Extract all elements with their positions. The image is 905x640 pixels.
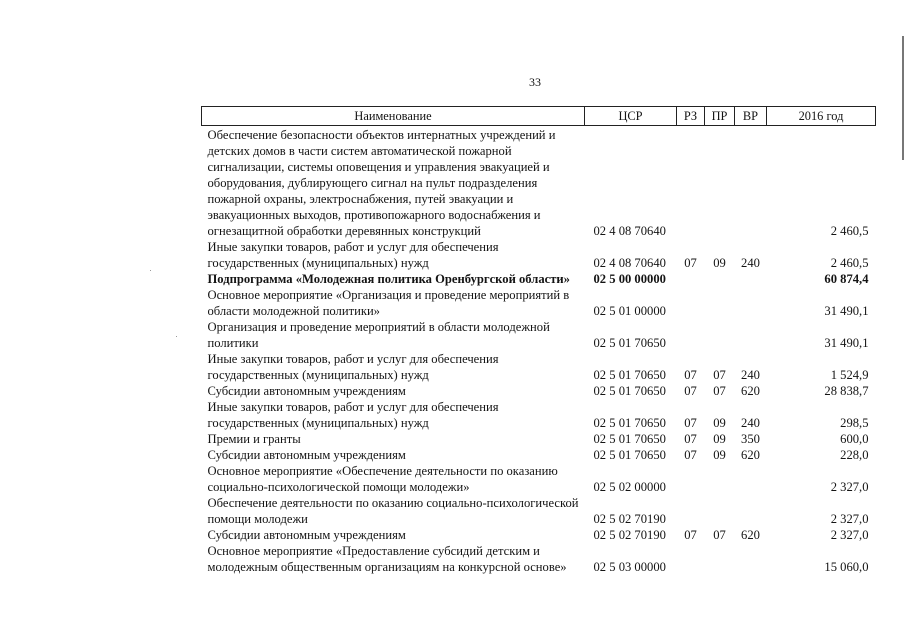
- row-name: Иные закупки товаров, работ и услуг для обеспечения государственных (муниципальных) нужд: [207, 240, 499, 270]
- row-vr: [735, 287, 767, 319]
- row-csr: 02 5 02 70190: [593, 528, 666, 542]
- row-name: Иные закупки товаров, работ и услуг для обеспечения государственных (муниципальных) нужд: [207, 352, 499, 382]
- row-pr: [705, 126, 735, 240]
- row-vr: 240: [741, 256, 760, 270]
- row-csr: 02 5 02 00000: [593, 480, 666, 494]
- row-vr: [735, 271, 767, 287]
- row-rz: 07: [684, 448, 697, 462]
- row-pr: 09: [713, 256, 726, 270]
- row-name: Основное мероприятие «Предоставление субсидий детским и молодежным общественным организациям на конкурсной основе»: [207, 544, 567, 574]
- row-name: Обеспечение деятельности по оказанию социально-психологической помощи молодежи: [207, 496, 579, 526]
- page-number: 33: [529, 75, 541, 89]
- table-body: [202, 126, 876, 576]
- row-amount: 28 838,7: [824, 384, 869, 398]
- scan-dot-artifact: [176, 336, 177, 337]
- table-row: [202, 383, 876, 399]
- row-csr: 02 4 08 70640: [593, 256, 666, 270]
- row-rz: [677, 495, 705, 527]
- table-row: [202, 463, 876, 495]
- table-row: [202, 287, 876, 319]
- row-pr: [705, 495, 735, 527]
- row-rz: [677, 271, 705, 287]
- row-csr: 02 5 03 00000: [593, 560, 666, 574]
- row-csr: 02 5 01 70650: [593, 448, 666, 462]
- table-row: [202, 126, 876, 240]
- row-vr: 240: [741, 416, 760, 430]
- row-vr: 620: [741, 528, 760, 542]
- row-pr: [705, 271, 735, 287]
- row-name: Субсидии автономным учреждениям: [207, 384, 406, 398]
- row-rz: 07: [684, 368, 697, 382]
- row-csr: 02 5 01 70650: [593, 432, 666, 446]
- row-pr: 09: [713, 416, 726, 430]
- table-row: [202, 527, 876, 543]
- row-pr: 07: [713, 384, 726, 398]
- table-header-row: [202, 107, 876, 126]
- table-row: [202, 351, 876, 383]
- table-row: [202, 271, 876, 287]
- row-amount: 2 460,5: [830, 256, 869, 270]
- row-rz: 07: [684, 384, 697, 398]
- row-name: Подпрограмма «Молодежная политика Оренбургской области»: [207, 272, 570, 286]
- row-csr: 02 5 02 70190: [593, 512, 666, 526]
- row-vr: [735, 495, 767, 527]
- row-amount: 2 327,0: [830, 512, 869, 526]
- row-rz: [677, 543, 705, 575]
- scan-edge-artifact: [902, 36, 904, 160]
- row-amount: 2 327,0: [830, 480, 869, 494]
- row-csr: 02 5 01 70650: [593, 416, 666, 430]
- row-name: Основное мероприятие «Организация и проведение мероприятий в области молодежной политики»: [207, 288, 570, 318]
- row-rz: 07: [684, 528, 697, 542]
- table-row: [202, 447, 876, 463]
- scan-dot-artifact: [150, 270, 151, 271]
- header-name: Наименование: [202, 107, 585, 126]
- header-pr: ПР: [705, 107, 735, 126]
- row-amount: 600,0: [840, 432, 869, 446]
- row-name: Основное мероприятие «Обеспечение деятельности по оказанию социально-психологической помощи молодежи»: [207, 464, 558, 494]
- table-row: [202, 239, 876, 271]
- table-row: [202, 319, 876, 351]
- row-pr: [705, 319, 735, 351]
- header-year: 2016 год: [767, 107, 876, 126]
- header-rz: РЗ: [677, 107, 705, 126]
- row-vr: [735, 126, 767, 240]
- row-pr: [705, 463, 735, 495]
- row-pr: 09: [713, 448, 726, 462]
- table-row: [202, 399, 876, 431]
- row-name: Обеспечение безопасности объектов интернатных учреждений и детских домов в части систем автоматической пожарной сигнализации, системы оповещения и управления эвакуацией и оборудования, дублирующего сигнал на пульт подразделения пожарной охраны, электроснабжения, путей эвакуации и эвакуационных выходов, противопожарного водоснабжения и огнезащитной обработки деревянных конструкций: [207, 128, 556, 238]
- row-vr: [735, 543, 767, 575]
- row-csr: 02 5 00 00000: [593, 272, 666, 286]
- row-amount: 60 874,4: [824, 272, 869, 286]
- row-rz: [677, 287, 705, 319]
- budget-table: [201, 106, 876, 575]
- row-amount: 15 060,0: [824, 560, 869, 574]
- row-csr: 02 4 08 70640: [593, 224, 666, 238]
- table-header: [202, 107, 876, 126]
- row-csr: 02 5 01 00000: [593, 304, 666, 318]
- row-pr: 09: [713, 432, 726, 446]
- row-rz: [677, 319, 705, 351]
- row-name: Субсидии автономным учреждениям: [207, 448, 406, 462]
- row-pr: 07: [713, 368, 726, 382]
- row-vr: [735, 319, 767, 351]
- table-row: [202, 431, 876, 447]
- row-vr: 620: [741, 448, 760, 462]
- row-csr: 02 5 01 70650: [593, 384, 666, 398]
- row-pr: 07: [713, 528, 726, 542]
- row-amount: 1 524,9: [830, 368, 869, 382]
- row-rz: 07: [684, 432, 697, 446]
- row-vr: [735, 463, 767, 495]
- row-amount: 228,0: [840, 448, 869, 462]
- row-name: Премии и гранты: [207, 432, 301, 446]
- row-amount: 298,5: [840, 416, 869, 430]
- header-vr: ВР: [735, 107, 767, 126]
- row-csr: 02 5 01 70650: [593, 368, 666, 382]
- row-amount: 31 490,1: [824, 336, 869, 350]
- row-name: Субсидии автономным учреждениям: [207, 528, 406, 542]
- row-name: Организация и проведение мероприятий в области молодежной политики: [207, 320, 550, 350]
- row-vr: 620: [741, 384, 760, 398]
- row-vr: 350: [741, 432, 760, 446]
- table-row: [202, 495, 876, 527]
- table-row: [202, 543, 876, 575]
- header-csr: ЦСР: [585, 107, 677, 126]
- row-rz: [677, 463, 705, 495]
- row-amount: 31 490,1: [824, 304, 869, 318]
- row-amount: 2 460,5: [830, 224, 869, 238]
- row-vr: 240: [741, 368, 760, 382]
- row-pr: [705, 543, 735, 575]
- row-name: Иные закупки товаров, работ и услуг для обеспечения государственных (муниципальных) нужд: [207, 400, 499, 430]
- row-rz: [677, 126, 705, 240]
- row-csr: 02 5 01 70650: [593, 336, 666, 350]
- row-rz: 07: [684, 256, 697, 270]
- row-rz: 07: [684, 416, 697, 430]
- row-pr: [705, 287, 735, 319]
- row-amount: 2 327,0: [830, 528, 869, 542]
